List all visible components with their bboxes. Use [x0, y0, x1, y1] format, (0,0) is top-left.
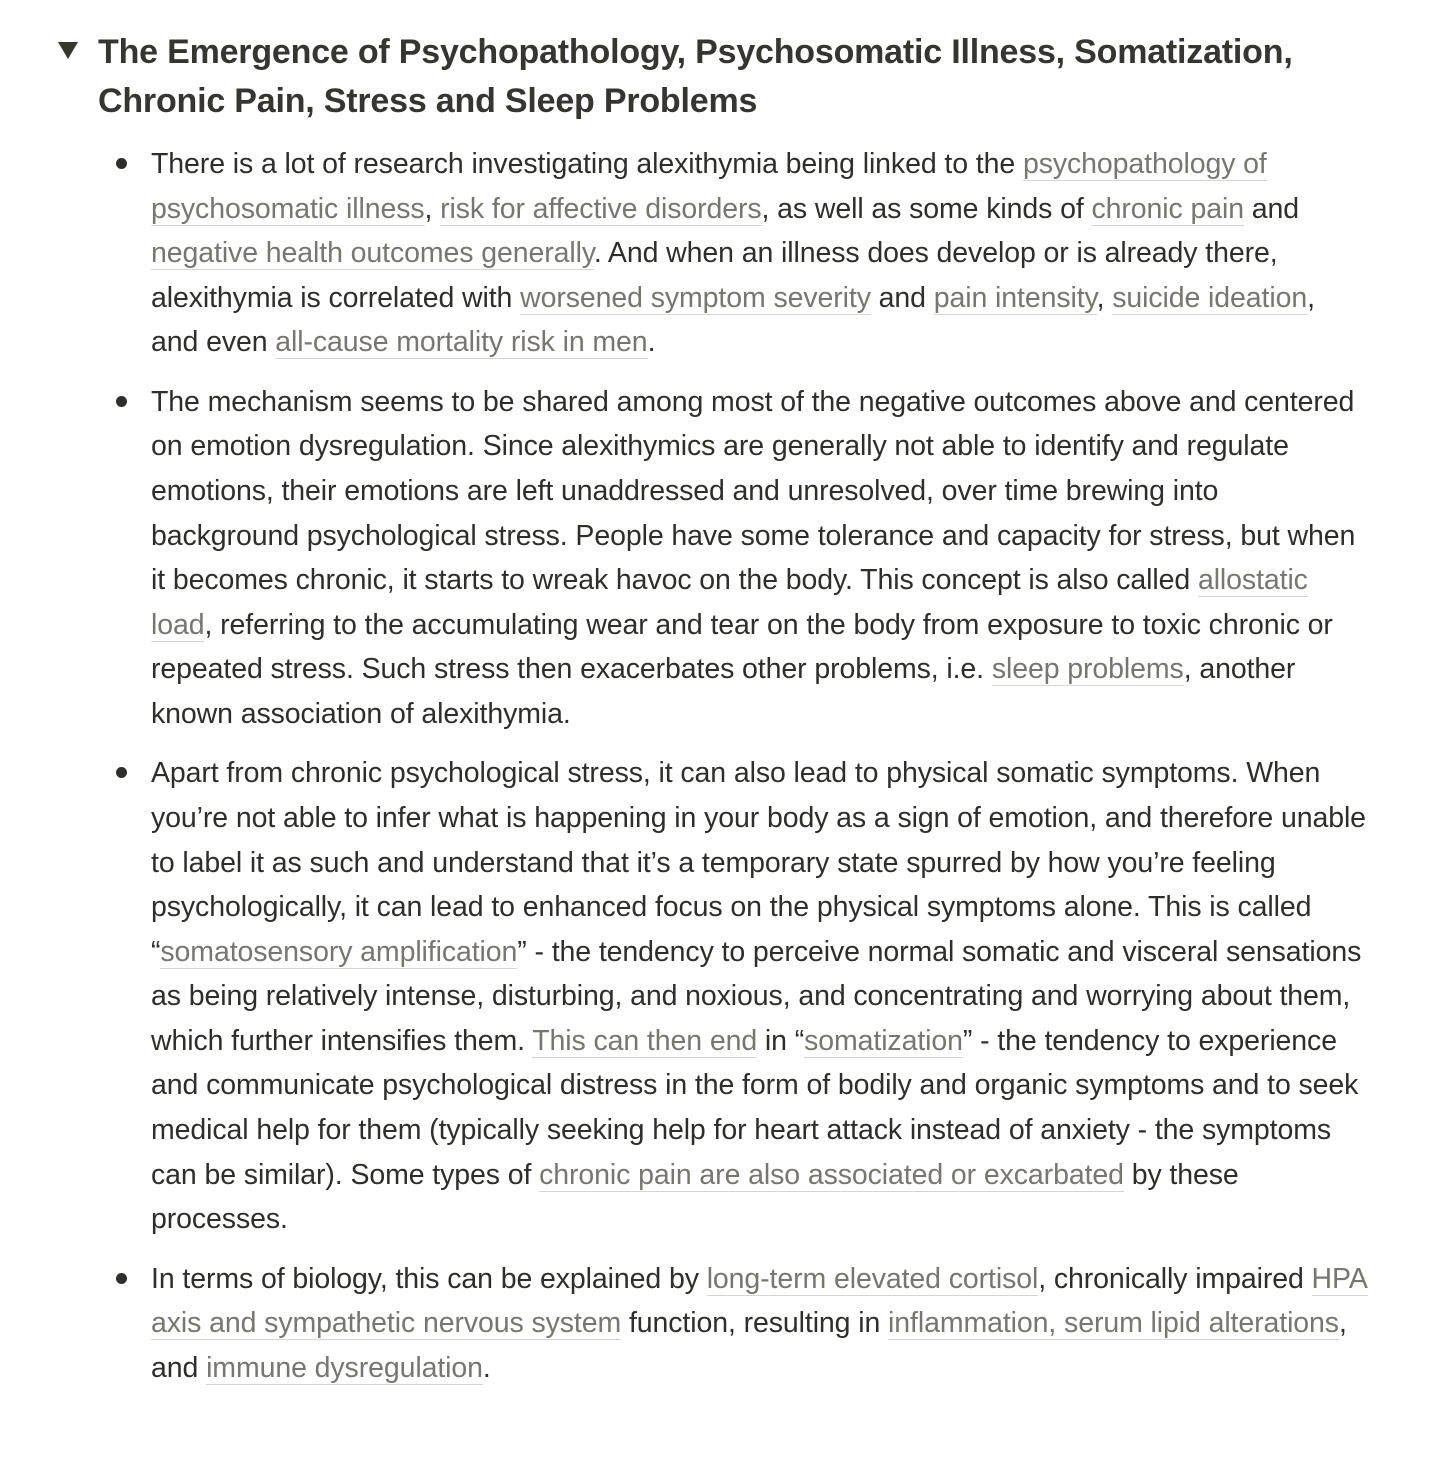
text-run: . [482, 1351, 491, 1384]
text-run: by these processes. [151, 1158, 1239, 1236]
list-item [109, 380, 1369, 737]
link-negative-health-outcomes[interactable]: negative health outcomes generally [151, 237, 594, 270]
bullet-list [109, 142, 1369, 1390]
toggle-heading: The Emergence of Psychopathology, Psychosomatic Illness, Somatization, Chronic Pain, Stress and Sleep Problems [98, 33, 1293, 120]
text-run: The mechanism seems to be shared among most of the negative outcomes above and centered on emotion dysregulation. Since alexithymics are generally not able to identify and regulate emotions, their emotions are left unaddressed and unresolved, over time brewing into background psychological stress. People have some tolerance and capacity for stress, but when it becomes chronic, it starts to wreak havoc on the body. This concept is also called [151, 385, 1356, 597]
text-run: , another known association of alexithymia. [151, 653, 1296, 730]
text-run: ” - the tendency to experience and communicate psychological distress in the form of bodily and organic symptoms and to seek medical help for them (typically seeking help for heart attack instead of anxiety - the symptoms can be similar). Some types of [151, 1024, 1359, 1191]
link-somatization[interactable]: somatization [804, 1024, 963, 1057]
toggle-header [56, 28, 1416, 126]
text-run: . And when an illness does develop or is already there, alexithymia is correlated with [151, 237, 1278, 314]
link-long-term-elevated-cortisol[interactable]: long-term elevated cortisol [706, 1262, 1039, 1295]
link-worsened-symptom-severity[interactable]: worsened symptom severity [520, 281, 871, 314]
text-run: Apart from chronic psychological stress, it can also lead to physical somatic symptoms. When you’re not able to infer what is happening in your body as a sign of emotion, and therefore unable to label it as such and understand that it’s a temporary state spurred by how you’re feeling psychologically, it can lead to enhanced focus on the physical symptoms alone. This is called “ [151, 757, 1366, 968]
text-run: function, resulting in [621, 1307, 889, 1340]
text-run: , [1096, 281, 1113, 314]
text-run: , and [151, 1307, 1347, 1384]
link-inflammation-serum-lipid[interactable]: inflammation, serum lipid alterations [888, 1307, 1339, 1340]
text-run: , as well as some kinds of [761, 192, 1092, 225]
triangle-down-icon[interactable] [56, 28, 98, 76]
link-this-can-then-end[interactable]: This can then end [532, 1024, 758, 1057]
link-suicide-ideation[interactable]: suicide ideation [1112, 281, 1308, 314]
link-immune-dysregulation[interactable]: immune dysregulation [206, 1351, 483, 1384]
list-item [109, 1257, 1369, 1391]
text-run: , and even [151, 281, 1315, 359]
text-run: , referring to the accumulating wear and tear on the body from exposure to toxic chronic or repeated stress. Such stress then exacerbates other problems, i.e. [151, 608, 1333, 686]
text-run: and [1243, 192, 1300, 225]
text-run: , [424, 192, 441, 225]
link-chronic-pain[interactable]: chronic pain [1091, 192, 1244, 225]
toggle-block [56, 28, 1416, 1405]
link-chronic-pain-associated[interactable]: chronic pain are also associated or excarbated [539, 1158, 1124, 1191]
list-item [109, 142, 1369, 365]
link-hpa-axis[interactable]: HPA axis and sympathetic nervous system [151, 1262, 1368, 1340]
text-run: and [870, 281, 934, 314]
link-risk-affective-disorders[interactable]: risk for affective disorders [440, 192, 762, 225]
link-sleep-problems[interactable]: sleep problems [991, 653, 1184, 686]
link-pain-intensity[interactable]: pain intensity [933, 281, 1097, 314]
text-run: in “ [757, 1024, 805, 1057]
link-all-cause-mortality[interactable]: all-cause mortality risk in men [275, 326, 648, 359]
text-run: . [647, 326, 656, 359]
link-allostatic-load[interactable]: allostatic load [151, 564, 1308, 641]
text-run: , chronically impaired [1038, 1262, 1312, 1295]
list-item [109, 751, 1369, 1242]
text-run: ” - the tendency to perceive normal somatic and visceral sensations as being relatively intense, disturbing, and noxious, and concentrating and worrying about them, which further intensifies them. [151, 935, 1362, 1057]
text-run: In terms of biology, this can be explained by [151, 1262, 707, 1295]
link-psychopathology-psychosomatic-illness[interactable]: psychopathology of psychosomatic illness [151, 148, 1267, 225]
link-somatosensory-amplification[interactable]: somatosensory amplification [160, 935, 518, 968]
text-run: There is a lot of research investigating alexithymia being linked to the [151, 148, 1023, 180]
